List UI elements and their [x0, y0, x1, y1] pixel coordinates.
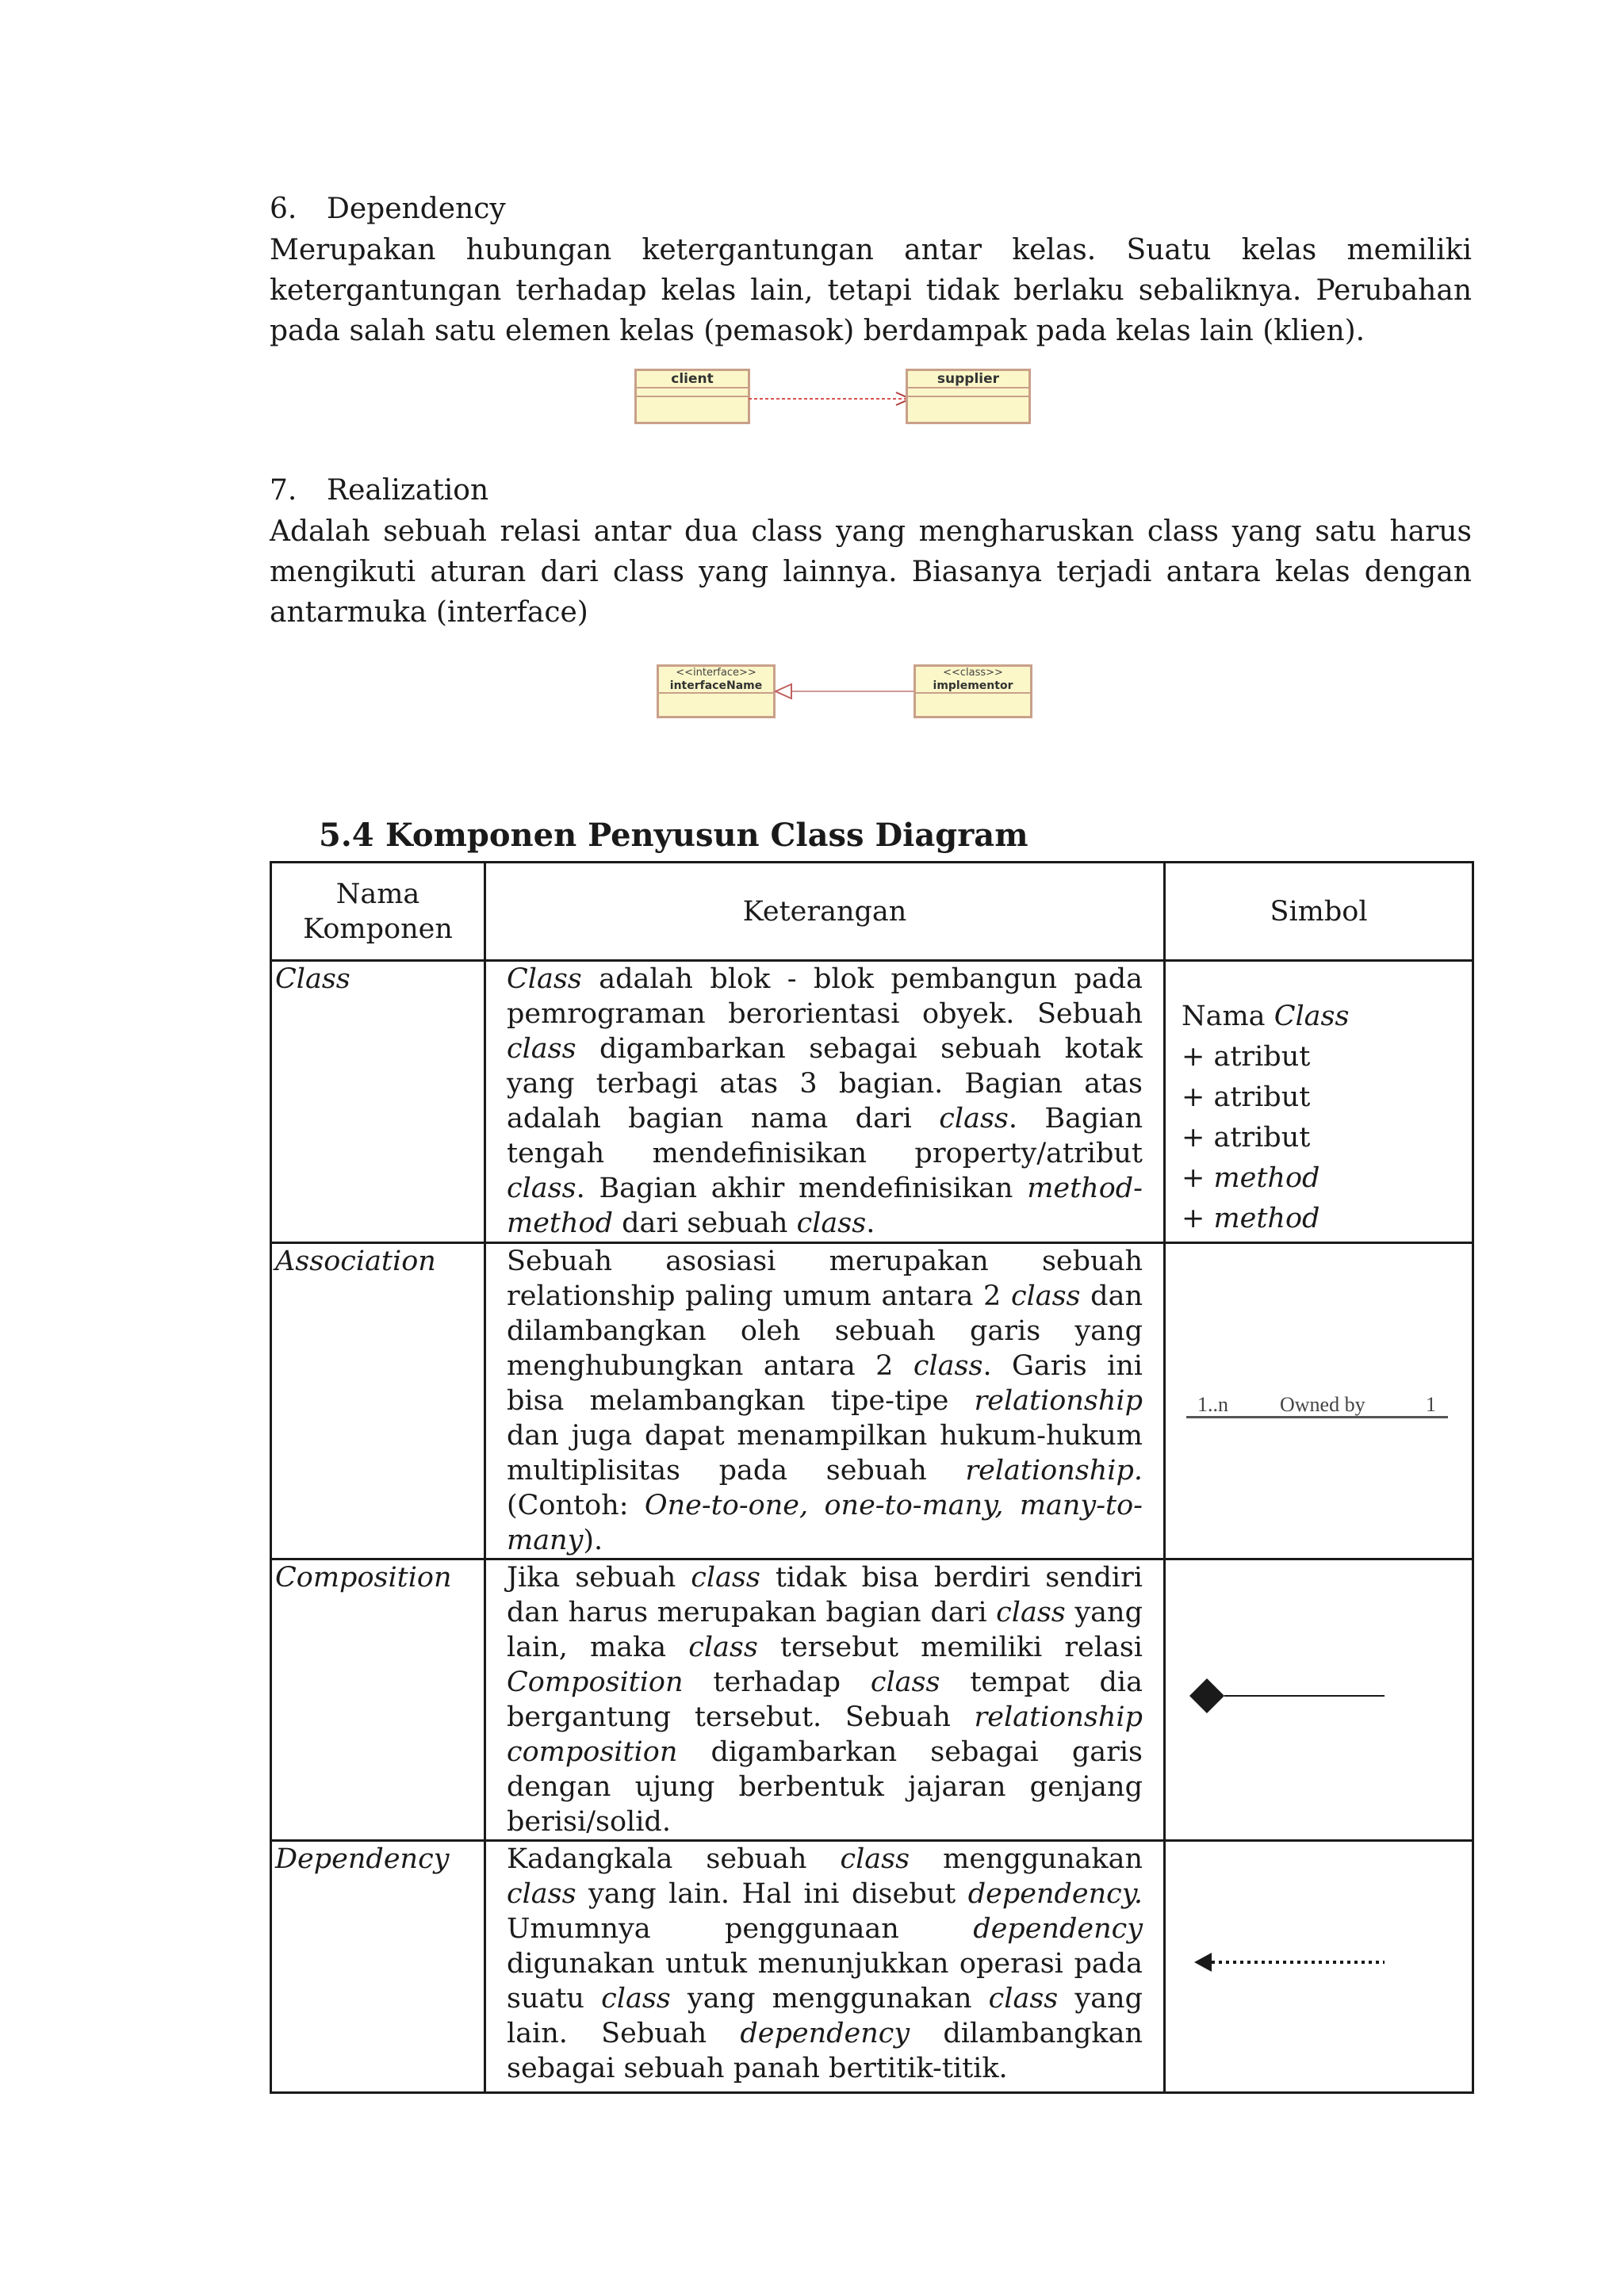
implementor-class-box [914, 664, 1032, 718]
realization-paragraph: Adalah sebuah relasi antar dua class yang mengharuskan class yang satu harus mengikuti aturan dari class yang lainnya. Biasanya terjadi antara kelas dengan antarmuka (interface) [270, 515, 1472, 629]
supplier-class-label: supplier [908, 371, 1028, 388]
row-desc-class: Class adalah blok - blok pembangun pada pemrograman berorientasi obyek. Sebuah class digambarkan sebagai sebuah kotak yang terbagi atas 3 bagian. Bagian atas adalah bagian nama dari class. Bagian tengah mendefinisikan property/atribut class. Bagian akhir mendefinisikan method- method dari sebuah class. [485, 961, 1165, 1243]
composition-symbol [1165, 1559, 1473, 1841]
dependency-title: Dependency [327, 193, 506, 225]
association-multiplicity-right: 1 [1426, 1392, 1436, 1416]
class-symbol-method: + method [1182, 1203, 1320, 1234]
dependency-figure [270, 369, 1472, 464]
table-row-dependency [271, 1841, 1473, 2093]
supplier-class-box [906, 369, 1031, 424]
class-symbol-attribute: + atribut [1182, 1041, 1311, 1073]
client-class-label: client [637, 371, 748, 388]
header-name: Nama Komponen [271, 863, 485, 961]
class-symbol [1165, 961, 1473, 1243]
realization-heading [270, 470, 1472, 511]
association-symbol [1165, 1243, 1473, 1559]
realization-number: 7. [270, 474, 297, 507]
row-desc-association: Sebuah asosiasi merupakan sebuah relationship paling umum antara 2 class dan dilambangkan oleh sebuah garis yang menghubungkan antara 2 class. Garis ini bisa melambangkan tipe-tipe relationship dan juga dapat menampilkan hukum-hukum multiplisitas pada sebuah relationship. (Contoh: One-to-one, one-to-many, many-to-many). [485, 1243, 1165, 1559]
interface-stereotype: <<interface>> [676, 667, 756, 679]
class-symbol-name: Nama Class [1182, 1001, 1350, 1032]
realization-title: Realization [327, 474, 489, 507]
section-heading [319, 813, 1472, 858]
row-name-dependency: Dependency [271, 1841, 485, 2093]
implementor-name: implementor [916, 679, 1030, 694]
implementor-stereotype: <<class>> [943, 667, 1003, 679]
class-symbol-attribute: + atribut [1182, 1122, 1311, 1154]
row-desc-dependency: Kadangkala sebuah class menggunakan class yang lain. Hal ini disebut dependency. Umumnya penggunaan dependency digunakan untuk menunjukkan operasi pada suatu class yang menggunakan class yang lain. Sebuah dependency dilambangkan sebagai sebuah panah bertitik-titik. [485, 1841, 1165, 2093]
header-symbol: Simbol [1165, 863, 1473, 961]
dependency-paragraph: Merupakan hubungan ketergantungan antar kelas. Suatu kelas memiliki ketergantungan terhadap kelas lain, tetapi tidak berlaku sebaliknya. Perubahan pada salah satu elemen kelas (pemasok) berdampak pada kelas lain (klien). [270, 234, 1472, 347]
class-symbol-attribute: + atribut [1182, 1081, 1311, 1113]
class-symbol-method: + method [1182, 1162, 1320, 1194]
dependency-dotted-arrow-icon [1182, 1946, 1388, 1978]
realization-arrow [774, 675, 917, 707]
interface-name: interfaceName [659, 679, 773, 694]
dependency-symbol [1165, 1841, 1473, 2093]
association-multiplicity-left: 1..n [1197, 1392, 1228, 1416]
section-number: 5.4 [319, 817, 374, 854]
table-row-class [271, 961, 1473, 1243]
client-class-box [634, 369, 750, 424]
table-header-row [271, 863, 1473, 961]
table-row-association [271, 1243, 1473, 1559]
dependency-number: 6. [270, 193, 297, 225]
dependency-arrow [749, 383, 923, 415]
dependency-heading [270, 189, 1472, 230]
row-name-association: Association [271, 1243, 485, 1559]
composition-diamond-line-icon [1182, 1672, 1388, 1720]
document-page [270, 189, 1472, 2094]
interface-class-box [657, 664, 776, 718]
section-title: Komponen Penyusun Class Diagram [385, 817, 1028, 854]
header-description: Keterangan [485, 863, 1165, 961]
row-name-composition: Composition [271, 1559, 485, 1841]
table-row-composition [271, 1559, 1473, 1841]
realization-figure [270, 664, 1472, 744]
row-name-class: Class [271, 961, 485, 1243]
components-table [270, 861, 1474, 2094]
association-role-label: Owned by [1280, 1392, 1365, 1416]
row-desc-composition: Jika sebuah class tidak bisa berdiri sendiri dan harus merupakan bagian dari class yang lain, maka class tersebut memiliki relasi Composition terhadap class tempat dia bergantung tersebut. Sebuah relationship composition digambarkan sebagai garis dengan ujung berbentuk jajaran genjang berisi/solid. [485, 1559, 1165, 1841]
